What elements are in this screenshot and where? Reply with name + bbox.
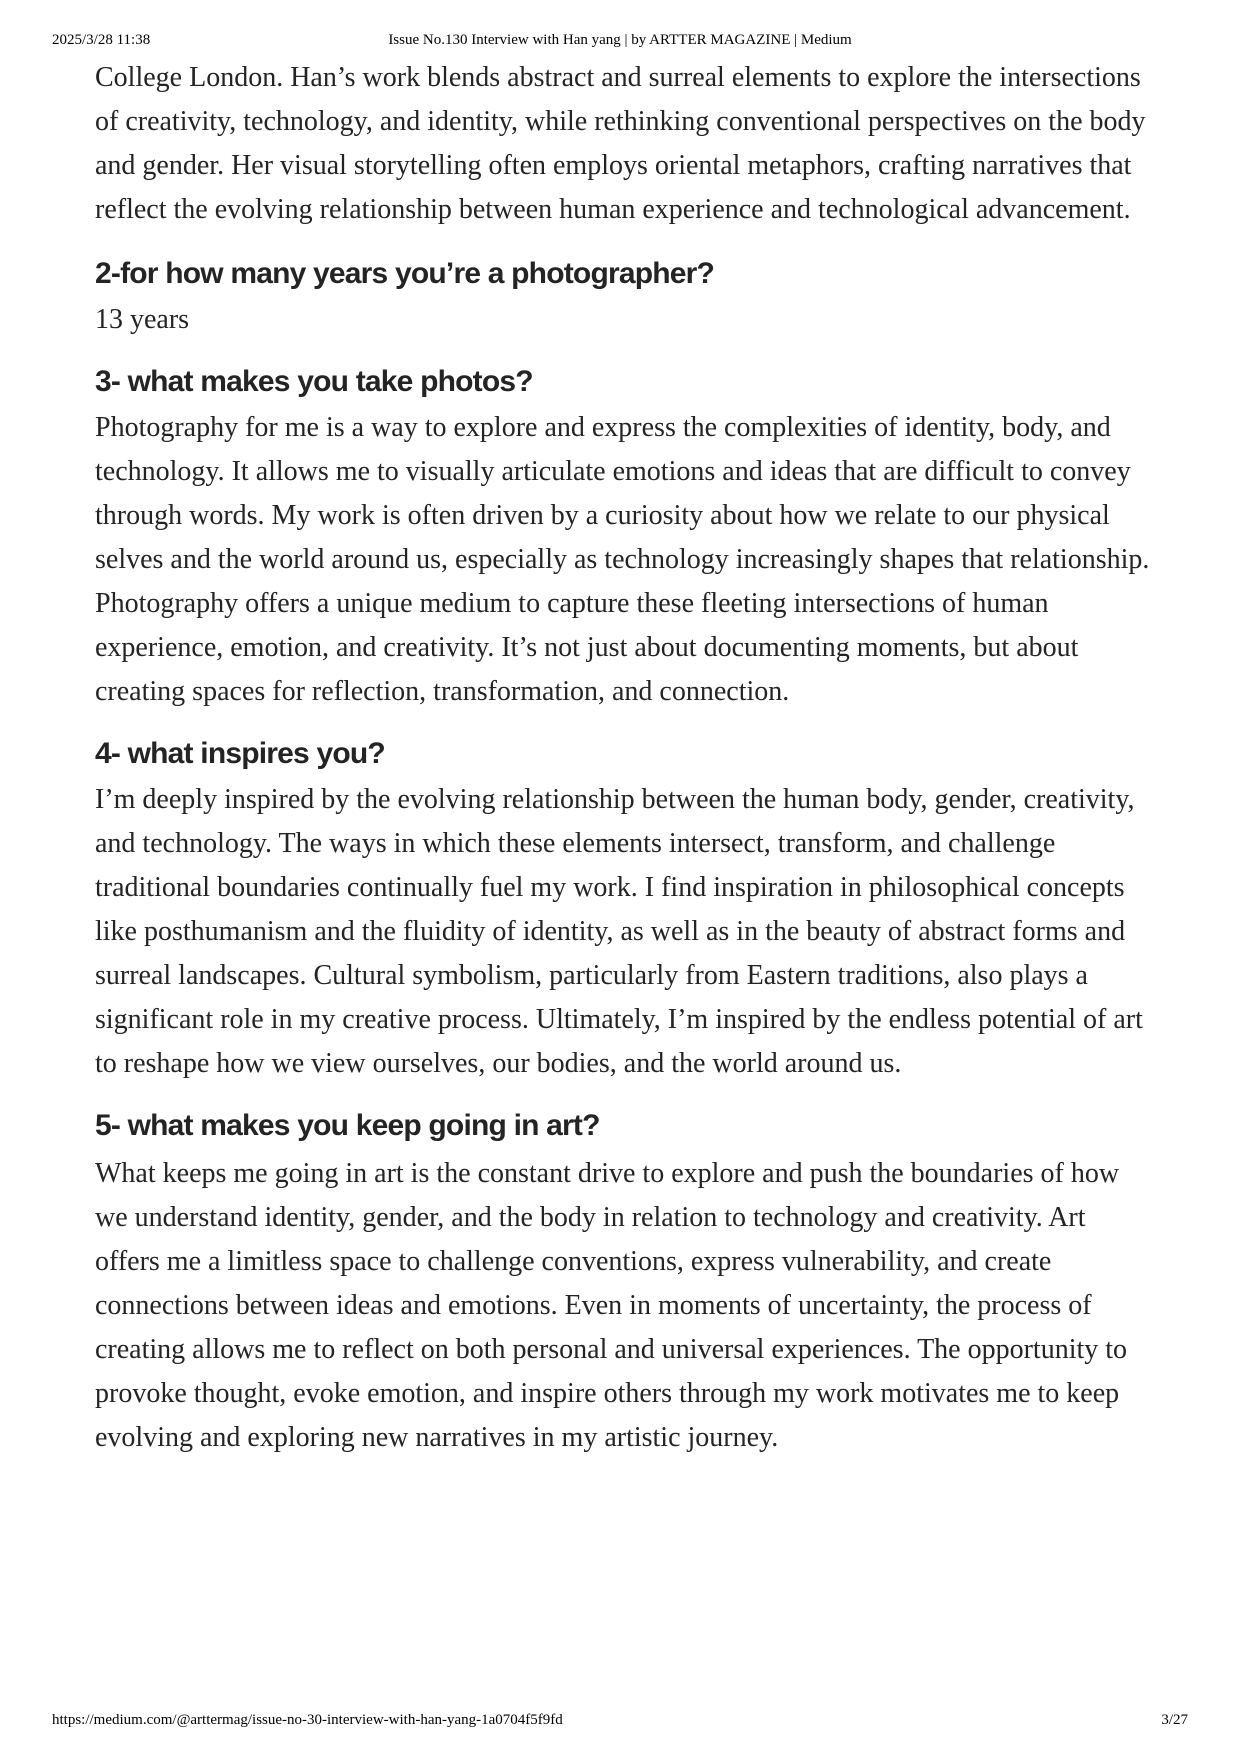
print-url: https://medium.com/@arttermag/issue-no-30-interview-with-han-yang-1a0704f5f9fd [52, 1712, 563, 1728]
print-page-title: Issue No.130 Interview with Han yang | by ARTTER MAGAZINE | Medium [388, 32, 852, 48]
answer-paragraph-3: Photography for me is a way to explore and express the complexities of identity, body, and technology. It allows me to visually articulate emotions and ideas that are difficult to convey through words. My work is often driven by a curiosity about how we relate to our physical selves and the world around us, especially as technology increasingly shapes that relationship. Photography offers a unique medium to capture these fleeting intersections of human experience, emotion, and creativity. It’s not just about documenting moments, but about creating spaces for reflection, transformation, and connection. [95, 412, 1150, 707]
question-heading-3: 3- what makes you take photos? [95, 365, 533, 398]
question-heading-4: 4- what inspires you? [95, 737, 385, 770]
print-footer [52, 1712, 1188, 1734]
answer-paragraph-2: 13 years [95, 304, 190, 335]
intro-paragraph: College London. Han’s work blends abstract and surreal elements to explore the intersections of creativity, technology, and identity, while rethinking conventional perspectives on the body and gender. Her visual storytelling often employs oriental metaphors, crafting narratives that reflect the evolving relationship between human experience and technological advancement. [95, 62, 1146, 225]
print-header [52, 32, 1188, 54]
question-heading-2: 2-for how many years you’re a photographer? [95, 257, 715, 290]
answer-paragraph-4: I’m deeply inspired by the evolving relationship between the human body, gender, creativity, and technology. The ways in which these elements intersect, transform, and challenge traditional boundaries continually fuel my work. I find inspiration in philosophical concepts like posthumanism and the fluidity of identity, as well as in the beauty of abstract forms and surreal landscapes. Cultural symbolism, particularly from Eastern traditions, also plays a significant role in my creative process. Ultimately, I’m inspired by the endless potential of art to reshape how we view ourselves, our bodies, and the world around us. [95, 784, 1143, 1079]
print-datetime: 2025/3/28 11:38 [52, 32, 151, 48]
answer-paragraph-5: What keeps me going in art is the constant drive to explore and push the boundaries of how we understand identity, gender, and the body in relation to technology and creativity. Art offers me a limitless space to challenge conventions, express vulnerability, and create connections between ideas and emotions. Even in moments of uncertainty, the process of creating allows me to reflect on both personal and universal experiences. The opportunity to provoke thought, evoke emotion, and inspire others through my work motivates me to keep evolving and exploring new narratives in my artistic journey. [95, 1158, 1128, 1453]
print-page-number: 3/27 [1161, 1712, 1188, 1728]
question-heading-5: 5- what makes you keep going in art? [95, 1109, 600, 1142]
article-body [95, 56, 1155, 1460]
